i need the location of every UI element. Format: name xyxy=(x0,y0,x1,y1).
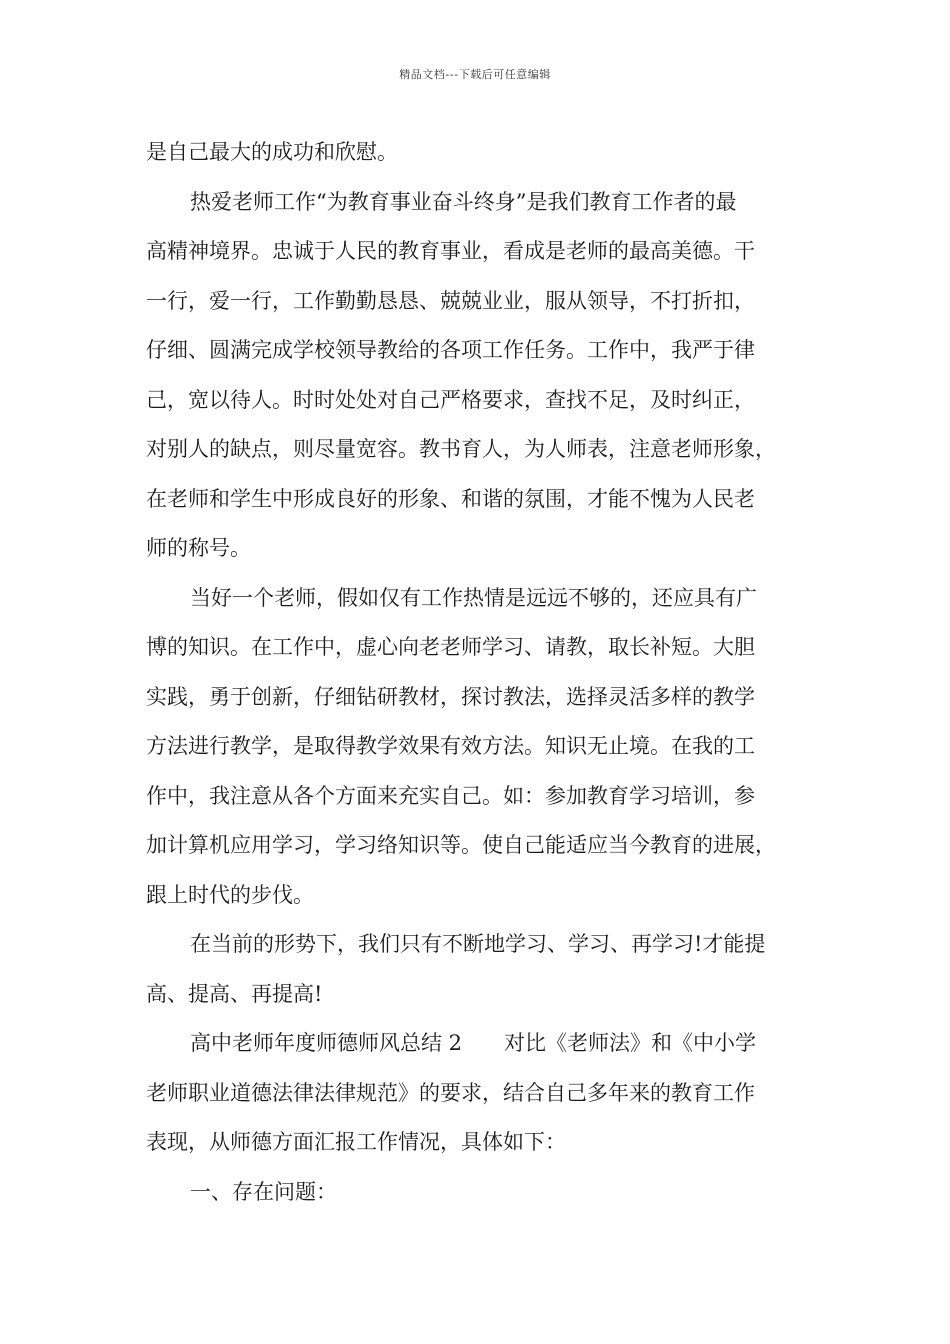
text-line: 一行，爱一行，工作勤勤恳恳、兢兢业业，服从领导，不打折扣， xyxy=(146,288,755,313)
subheading: 一、存在问题： xyxy=(190,1179,337,1204)
text-line: 跟上时代的步伐。 xyxy=(146,882,314,907)
text-line: 己，宽以待人。时时处处对自己严格要求，查找不足，及时纠正， xyxy=(146,387,755,412)
text-line: 高、提高、再提高! xyxy=(146,981,323,1006)
text-line: 方法进行教学，是取得教学效果有效方法。知识无止境。在我的工 xyxy=(146,734,755,758)
paragraph-start-line: 当好一个老师，假如仅有工作热情是远远不够的，还应具有广 xyxy=(190,585,757,610)
section-heading-line xyxy=(146,1019,826,1069)
paragraph-start-line: 热爱老师工作“为教育事业奋斗终身”是我们教育工作者的最 xyxy=(190,189,737,214)
text-line: 在老师和学生中形成良好的形象、和谐的氛围，才能不愧为人民老 xyxy=(146,486,755,511)
text-line: 作中，我注意从各个方面来充实自己。如：参加教育学习培训，参 xyxy=(146,783,755,808)
text-line: 加计算机应用学习，学习络知识等。使自己能适应当今教育的进展， xyxy=(146,833,776,857)
text-line: 老师职业道德法律法律规范》的要求，结合自己多年来的教育工作 xyxy=(146,1080,755,1105)
paragraph-start-line: 在当前的形势下，我们只有不断地学习、学习、再学习!才能提 xyxy=(190,932,766,956)
section-heading: 高中老师年度师德师风总结 2 xyxy=(190,1031,463,1055)
text-line: 实践，勇于创新，仔细钻研教材，探讨教法，选择灵活多样的教学 xyxy=(146,684,755,709)
text-line: 博的知识。在工作中，虚心向老老师学习、请教，取长补短。大胆 xyxy=(146,635,755,659)
text-line: 师的称号。 xyxy=(146,536,251,560)
text-line: 表现，从师德方面汇报工作情况，具体如下： xyxy=(146,1130,566,1154)
section-lead-text: 对比《老师法》和《中小学 xyxy=(504,1031,757,1055)
text-line: 仔细、圆满完成学校领导教给的各项工作任务。工作中，我严于律 xyxy=(146,338,755,362)
text-line: 高精神境界。忠诚于人民的教育事业，看成是老师的最高美德。干 xyxy=(146,239,755,263)
text-line: 对别人的缺点，则尽量宽容。教书育人，为人师表，注意老师形象， xyxy=(146,437,776,461)
page-header: 精品文档---下载后可任意编辑 xyxy=(399,68,551,81)
document-body xyxy=(146,128,826,1217)
text-line: 是自己最大的成功和欣慰。 xyxy=(146,140,398,164)
